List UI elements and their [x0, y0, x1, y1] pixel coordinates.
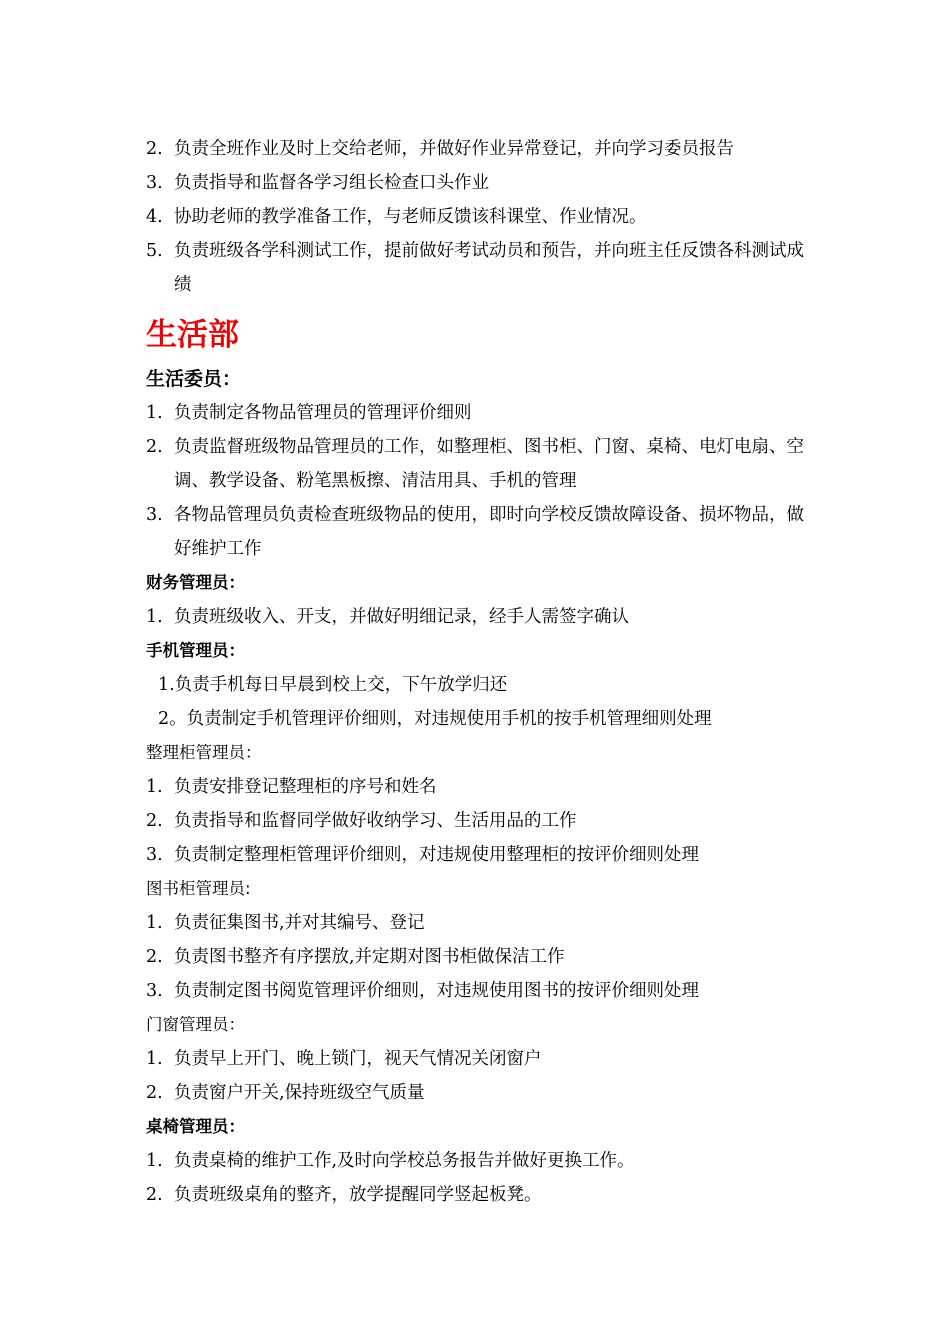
role-heading-desk: 桌椅管理员：	[146, 1117, 245, 1136]
item-number: 3.	[146, 981, 163, 1001]
item-text: 负责窗户开关,保持班级空气质量	[174, 1083, 425, 1103]
item-text: 各物品管理员负责检查班级物品的使用，即时向学校反馈故障设备、损坏物品，做好维护工作	[174, 505, 804, 559]
list-item	[146, 200, 816, 234]
item-number: 1.	[146, 1049, 163, 1069]
item-text: 负责全班作业及时上交给老师，并做好作业异常登记，并向学习委员报告	[174, 139, 734, 159]
item-number: 2.	[146, 947, 163, 967]
item-text: 负责早上开门、晚上锁门，视天气情况关闭窗户	[174, 1049, 542, 1069]
section-title: 生活部	[146, 317, 239, 353]
item-number: 1.	[146, 777, 163, 797]
list-item	[146, 906, 816, 940]
item-number: 4.	[146, 207, 163, 227]
item-text: 负责制定图书阅览管理评价细则，对违规使用图书的按评价细则处理	[174, 981, 699, 1001]
item-number: 3.	[146, 173, 163, 193]
item-number: 3.	[146, 505, 163, 525]
list-item	[146, 1178, 816, 1212]
list-item	[146, 1144, 816, 1178]
item-text: 负责指导和监督各学习组长检查口头作业	[174, 173, 489, 193]
item-number: 2.	[146, 1185, 163, 1205]
list-item	[146, 498, 816, 566]
item-text: 负责监督班级物品管理员的工作，如整理柜、图书柜、门窗、桌椅、电灯电扇、空调、教学设备、粉笔黑板擦、清洁用具、手机的管理	[174, 437, 804, 491]
list-item	[146, 430, 816, 498]
item-number: 1.	[146, 607, 163, 627]
item-number: 1.	[146, 403, 163, 423]
item-text: 负责制定各物品管理员的管理评价细则	[174, 403, 472, 423]
item-number: 2.	[146, 437, 163, 457]
item-text: 负责征集图书,并对其编号、登记	[174, 913, 425, 933]
list-item	[146, 600, 816, 634]
item-text: 负责班级收入、开支，并做好明细记录，经手人需签字确认	[174, 607, 629, 627]
item-number: 3.	[146, 845, 163, 865]
item-number: 5.	[146, 241, 163, 261]
item-number: 2.	[146, 811, 163, 831]
item-text: 负责桌椅的维护工作,及时向学校总务报告并做好更换工作。	[174, 1151, 635, 1171]
role-heading-cabinet: 整理柜管理员：	[146, 743, 262, 762]
list-item	[146, 1076, 816, 1110]
list-item: 1.负责手机每日早晨到校上交，下午放学归还	[158, 675, 508, 695]
list-item	[146, 234, 816, 302]
item-text: 负责指导和监督同学做好收纳学习、生活用品的工作	[174, 811, 577, 831]
item-number: 1.	[146, 1151, 163, 1171]
role-heading-finance: 财务管理员：	[146, 573, 245, 592]
item-number: 2.	[146, 139, 163, 159]
list-item	[146, 1042, 816, 1076]
item-text: 负责图书整齐有序摆放,并定期对图书柜做保洁工作	[174, 947, 565, 967]
item-number: 1.	[146, 913, 163, 933]
list-item	[146, 396, 816, 430]
item-text: 负责安排登记整理柜的序号和姓名	[174, 777, 437, 797]
list-item	[146, 166, 816, 200]
list-item	[146, 974, 816, 1008]
list-item	[146, 770, 816, 804]
list-item	[146, 940, 816, 974]
item-text: 负责班级桌角的整齐，放学提醒同学竖起板凳。	[174, 1185, 542, 1205]
document-body	[146, 132, 816, 1212]
item-text: 负责制定整理柜管理评价细则，对违规使用整理柜的按评价细则处理	[174, 845, 699, 865]
list-item	[146, 132, 816, 166]
list-item	[146, 804, 816, 838]
role-heading-life: 生活委员：	[146, 368, 242, 390]
list-item: 2。负责制定手机管理评价细则，对违规使用手机的按手机管理细则处理	[158, 709, 712, 729]
item-text: 负责班级各学科测试工作，提前做好考试动员和预告，并向班主任反馈各科测试成绩	[174, 241, 804, 295]
role-heading-phone: 手机管理员：	[146, 641, 245, 660]
item-number: 2.	[146, 1083, 163, 1103]
item-text: 协助老师的教学准备工作，与老师反馈该科课堂、作业情况。	[174, 207, 647, 227]
role-heading-bookcase: 图书柜管理员:	[146, 879, 251, 898]
list-item	[146, 838, 816, 872]
role-heading-window: 门窗管理员：	[146, 1015, 245, 1034]
